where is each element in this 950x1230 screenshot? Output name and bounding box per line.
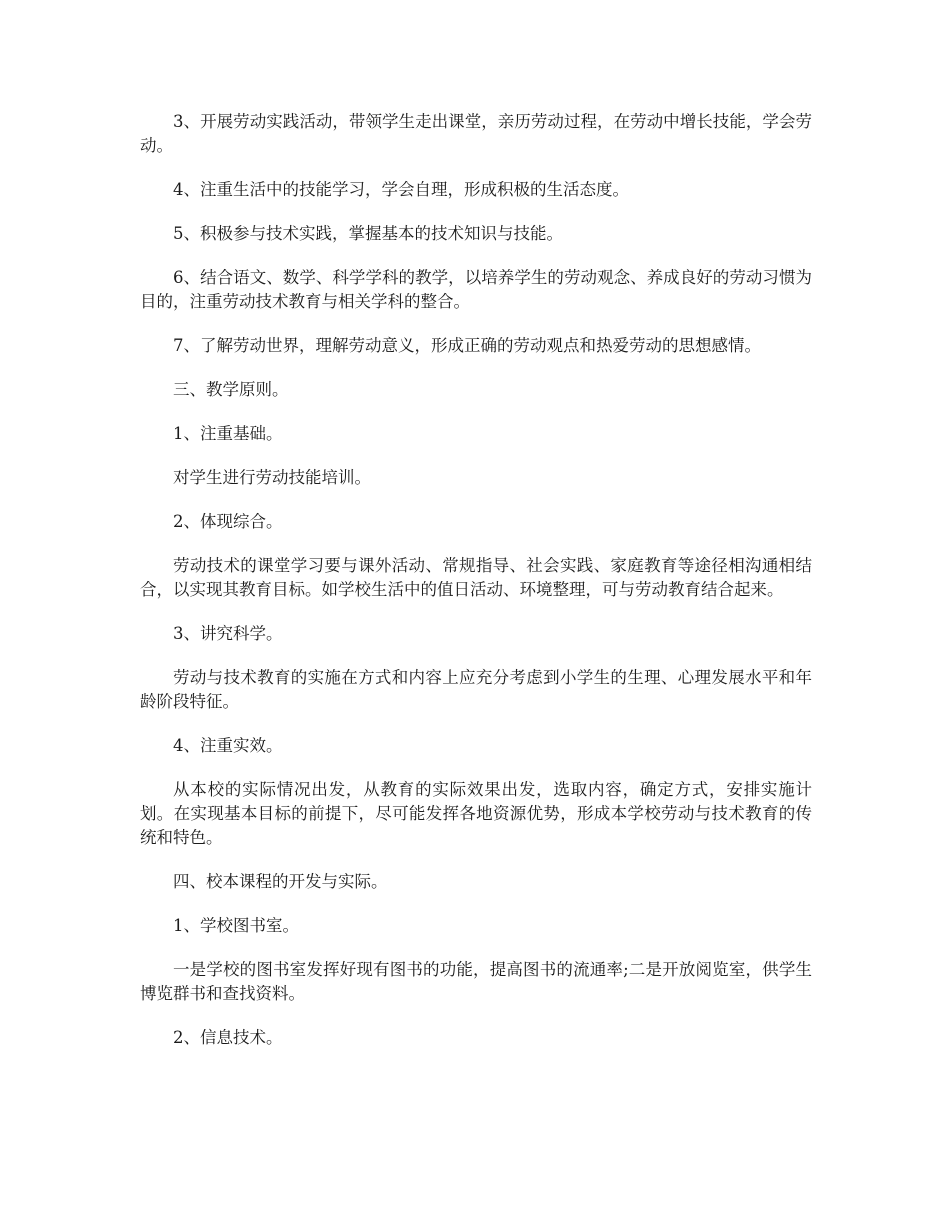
principle-text-3: 劳动与技术教育的实施在方式和内容上应充分考虑到小学生的生理、心理发展水平和年龄阶段特征。 xyxy=(140,668,812,711)
principle-heading-2: 2、体现综合。 xyxy=(173,512,283,531)
principle-text-1: 对学生进行劳动技能培训。 xyxy=(173,468,371,487)
principle-heading-4: 4、注重实效。 xyxy=(173,736,283,755)
principle-text-4: 从本校的实际情况出发，从教育的实际效果出发，选取内容，确定方式，安排实施计划。在实现基本目标的前提下，尽可能发挥各地资源优势，形成本学校劳动与技术教育的传统和特色。 xyxy=(140,780,812,847)
paragraph-goal-3: 3、开展劳动实践活动，带领学生走出课堂，亲历劳动过程，在劳动中增长技能，学会劳动。 xyxy=(140,112,812,155)
paragraph-goal-6: 6、结合语文、数学、科学学科的教学，以培养学生的劳动观念、养成良好的劳动习惯为目的，注重劳动技术教育与相关学科的整合。 xyxy=(140,268,812,311)
curriculum-heading-2: 2、信息技术。 xyxy=(173,1028,283,1047)
section-heading-teaching-principles: 三、教学原则。 xyxy=(173,380,289,399)
curriculum-text-1: 一是学校的图书室发挥好现有图书的功能，提高图书的流通率;二是开放阅览室，供学生博览群书和查找资料。 xyxy=(140,960,812,1003)
section-heading-school-curriculum: 四、校本课程的开发与实际。 xyxy=(173,872,388,891)
principle-heading-1: 1、注重基础。 xyxy=(173,424,283,443)
principle-heading-3: 3、讲究科学。 xyxy=(173,624,283,643)
paragraph-goal-7: 7、了解劳动世界，理解劳动意义，形成正确的劳动观点和热爱劳动的思想感情。 xyxy=(173,336,761,355)
curriculum-heading-1: 1、学校图书室。 xyxy=(173,916,299,935)
paragraph-goal-4: 4、注重生活中的技能学习，学会自理，形成积极的生活态度。 xyxy=(173,180,629,199)
document-body xyxy=(140,110,812,1070)
paragraph-goal-5: 5、积极参与技术实践，掌握基本的技术知识与技能。 xyxy=(173,224,563,243)
principle-text-2: 劳动技术的课堂学习要与课外活动、常规指导、社会实践、家庭教育等途径相沟通相结合，以实现其教育目标。如学校生活中的值日活动、环境整理，可与劳动教育结合起来。 xyxy=(140,556,812,599)
